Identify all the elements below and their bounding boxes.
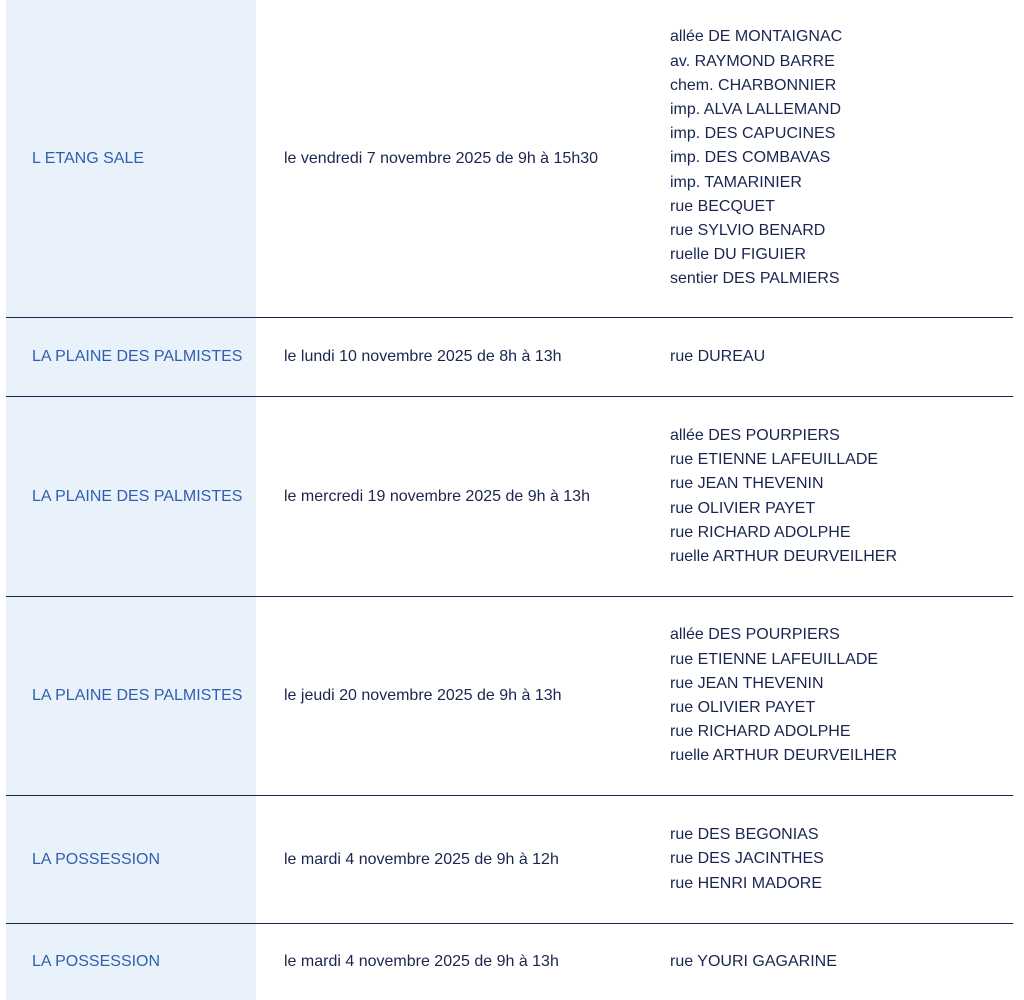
table-row	[6, 397, 1013, 597]
streets-cell	[670, 25, 1013, 291]
outage-schedule-table	[6, 0, 1013, 1000]
street-name: imp. DES COMBAVAS	[670, 149, 831, 167]
date-cell: le mardi 4 novembre 2025 de 9h à 13h	[284, 953, 559, 970]
commune-cell: L ETANG SALE	[6, 0, 256, 317]
street-name: rue HENRI MADORE	[670, 874, 823, 892]
street-name: rue DUREAU	[670, 347, 766, 365]
commune-cell: LA PLAINE DES PALMISTES	[6, 597, 256, 795]
streets-cell	[670, 424, 1013, 569]
date-cell: le mardi 4 novembre 2025 de 9h à 12h	[284, 850, 559, 868]
street-name: rue YOURI GAGARINE	[670, 952, 837, 970]
street-name: rue ETIENNE LAFEUILLADE	[670, 650, 879, 668]
date-cell: le lundi 10 novembre 2025 de 8h à 13h	[284, 348, 562, 365]
table-row	[6, 0, 1013, 318]
streets-cell	[670, 345, 1013, 369]
street-name: imp. DES CAPUCINES	[670, 125, 836, 143]
street-name: ruelle DU FIGUIER	[670, 246, 807, 264]
street-name: rue DES BEGONIAS	[670, 826, 819, 844]
street-name: rue RICHARD ADOLPHE	[670, 523, 851, 541]
street-name: rue OLIVIER PAYET	[670, 499, 816, 517]
date-cell: le vendredi 7 novembre 2025 de 9h à 15h30	[284, 149, 599, 167]
table-row	[6, 318, 1013, 397]
street-name: ruelle ARTHUR DEURVEILHER	[670, 547, 898, 565]
commune-cell: LA PLAINE DES PALMISTES	[6, 318, 256, 396]
table-row	[6, 924, 1013, 1000]
street-name: rue JEAN THEVENIN	[670, 475, 824, 493]
streets-cell	[670, 950, 1013, 974]
street-name: rue OLIVIER PAYET	[670, 699, 816, 716]
commune-cell: LA PLAINE DES PALMISTES	[6, 397, 256, 596]
street-name: allée DE MONTAIGNAC	[670, 28, 843, 46]
streets-cell	[670, 623, 1013, 768]
street-name: ruelle ARTHUR DEURVEILHER	[670, 747, 898, 765]
street-name: imp. TAMARINIER	[670, 173, 802, 191]
street-name: imp. ALVA LALLEMAND	[670, 100, 842, 118]
table-row	[6, 796, 1013, 924]
date-cell: le jeudi 20 novembre 2025 de 9h à 13h	[284, 687, 562, 704]
street-name: allée DES POURPIERS	[670, 626, 840, 644]
street-name: rue SYLVIO BENARD	[670, 222, 826, 239]
date-cell: le mercredi 19 novembre 2025 de 9h à 13h	[284, 487, 590, 505]
street-name: rue BECQUET	[670, 197, 775, 215]
commune-cell: LA POSSESSION	[6, 924, 256, 1000]
commune-cell: LA POSSESSION	[6, 796, 256, 923]
street-name: av. RAYMOND BARRE	[670, 52, 835, 70]
street-name: sentier DES PALMIERS	[670, 270, 840, 288]
street-name: rue RICHARD ADOLPHE	[670, 723, 851, 741]
street-name: rue ETIENNE LAFEUILLADE	[670, 451, 879, 469]
streets-cell	[670, 823, 1013, 896]
street-name: rue DES JACINTHES	[670, 850, 824, 868]
street-name: chem. CHARBONNIER	[670, 76, 837, 94]
table-row	[6, 597, 1013, 796]
street-name: allée DES POURPIERS	[670, 426, 840, 444]
street-name: rue JEAN THEVENIN	[670, 674, 824, 692]
